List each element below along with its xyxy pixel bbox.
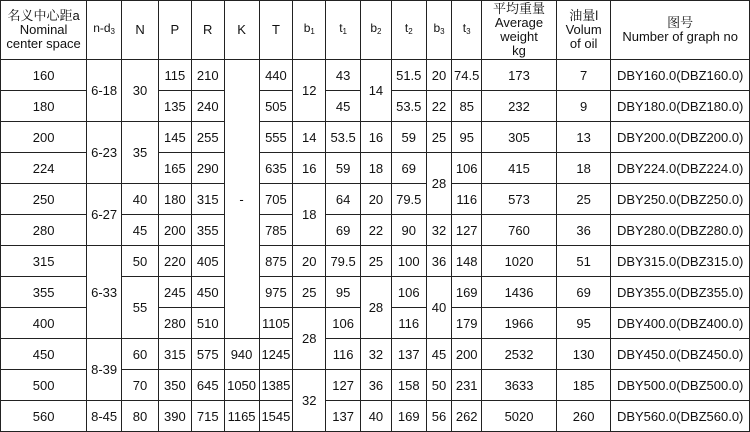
header-text: Nominal <box>19 22 68 37</box>
cell-t: 1545 <box>259 401 293 432</box>
cell-b2: 25 <box>361 246 392 277</box>
cell-weight: 2532 <box>482 339 557 370</box>
cell-b3: 36 <box>426 246 452 277</box>
header-b2 <box>361 1 392 60</box>
cell-n: 30 <box>122 60 159 122</box>
cell-t1: 64 <box>326 184 361 215</box>
cell-t1: 45 <box>326 91 361 122</box>
header-text: 名义中心距a <box>7 8 80 23</box>
cell-t: 785 <box>259 215 293 246</box>
cell-t1: 79.5 <box>326 246 361 277</box>
cell-t2: 137 <box>391 339 426 370</box>
cell-weight: 1436 <box>482 277 557 308</box>
cell-a: 500 <box>1 370 87 401</box>
table-body <box>1 60 750 432</box>
cell-a: 355 <box>1 277 87 308</box>
cell-nd3: 8-39 <box>87 339 122 401</box>
cell-r: 405 <box>191 246 224 277</box>
cell-t1: 43 <box>326 60 361 91</box>
header-p: P <box>158 1 191 60</box>
cell-t2: 158 <box>391 370 426 401</box>
cell-n: 35 <box>122 122 159 184</box>
cell-k: 940 <box>224 339 259 370</box>
cell-p: 115 <box>158 60 191 91</box>
cell-n: 80 <box>122 401 159 432</box>
header-text: kg <box>512 43 526 58</box>
cell-t2: 106 <box>391 277 426 308</box>
cell-b1: 16 <box>293 153 326 184</box>
cell-t: 975 <box>259 277 293 308</box>
cell-graph: DBY315.0(DBZ315.0) <box>611 246 750 277</box>
cell-b3: 56 <box>426 401 452 432</box>
cell-t: 1105 <box>259 308 293 339</box>
cell-t: 505 <box>259 91 293 122</box>
cell-r: 715 <box>191 401 224 432</box>
cell-t2: 169 <box>391 401 426 432</box>
cell-b1: 14 <box>293 122 326 153</box>
table-row <box>1 60 750 91</box>
header-graph-number <box>611 1 750 60</box>
cell-b1: 32 <box>293 370 326 432</box>
cell-k: 1050 <box>224 370 259 401</box>
cell-b2: 36 <box>361 370 392 401</box>
cell-weight: 1020 <box>482 246 557 277</box>
header-b1 <box>293 1 326 60</box>
header-text: weight <box>500 29 538 44</box>
cell-graph: DBY355.0(DBZ355.0) <box>611 277 750 308</box>
table-row <box>1 246 750 277</box>
cell-b1: 28 <box>293 308 326 370</box>
cell-b2: 18 <box>361 153 392 184</box>
cell-p: 165 <box>158 153 191 184</box>
cell-oil: 95 <box>556 308 610 339</box>
header-text: 平均重量 <box>493 1 546 16</box>
table-row <box>1 339 750 370</box>
header-text: of oil <box>569 36 598 51</box>
cell-t: 705 <box>259 184 293 215</box>
cell-n: 50 <box>122 246 159 277</box>
cell-weight: 305 <box>482 122 557 153</box>
cell-t3: 74.5 <box>452 60 482 91</box>
cell-graph: DBY200.0(DBZ200.0) <box>611 122 750 153</box>
cell-t3: 200 <box>452 339 482 370</box>
cell-a: 280 <box>1 215 87 246</box>
cell-p: 245 <box>158 277 191 308</box>
cell-t1: 137 <box>326 401 361 432</box>
cell-t3: 106 <box>452 153 482 184</box>
cell-graph: DBY224.0(DBZ224.0) <box>611 153 750 184</box>
cell-t: 1385 <box>259 370 293 401</box>
cell-b3: 40 <box>426 277 452 339</box>
cell-a: 400 <box>1 308 87 339</box>
cell-graph: DBY180.0(DBZ180.0) <box>611 91 750 122</box>
cell-oil: 260 <box>556 401 610 432</box>
cell-t3: 179 <box>452 308 482 339</box>
cell-graph: DBY160.0(DBZ160.0) <box>611 60 750 91</box>
cell-t2: 90 <box>391 215 426 246</box>
cell-p: 280 <box>158 308 191 339</box>
cell-weight: 173 <box>482 60 557 91</box>
cell-k: 1165 <box>224 401 259 432</box>
cell-r: 645 <box>191 370 224 401</box>
cell-t2: 116 <box>391 308 426 339</box>
header-weight <box>482 1 557 60</box>
cell-b3: 25 <box>426 122 452 153</box>
header-subscript: 3 <box>440 27 445 36</box>
cell-oil: 7 <box>556 60 610 91</box>
cell-r: 240 <box>191 91 224 122</box>
cell-a: 315 <box>1 246 87 277</box>
cell-n: 40 <box>122 184 159 215</box>
cell-t1: 127 <box>326 370 361 401</box>
cell-b3: 28 <box>426 153 452 215</box>
cell-oil: 9 <box>556 91 610 122</box>
header-row <box>1 1 750 60</box>
cell-a: 180 <box>1 91 87 122</box>
cell-b1: 18 <box>293 184 326 246</box>
cell-graph: DBY250.0(DBZ250.0) <box>611 184 750 215</box>
table-row <box>1 401 750 432</box>
table-row <box>1 122 750 153</box>
cell-n: 55 <box>122 277 159 339</box>
table-row <box>1 184 750 215</box>
cell-nd3: 6-27 <box>87 184 122 246</box>
cell-n: 45 <box>122 215 159 246</box>
cell-k: - <box>224 60 259 339</box>
cell-p: 315 <box>158 339 191 370</box>
cell-a: 250 <box>1 184 87 215</box>
cell-t2: 53.5 <box>391 91 426 122</box>
cell-a: 450 <box>1 339 87 370</box>
cell-p: 145 <box>158 122 191 153</box>
cell-oil: 130 <box>556 339 610 370</box>
cell-weight: 3633 <box>482 370 557 401</box>
cell-t1: 69 <box>326 215 361 246</box>
cell-oil: 69 <box>556 277 610 308</box>
cell-r: 575 <box>191 339 224 370</box>
cell-p: 135 <box>158 91 191 122</box>
cell-b3: 22 <box>426 91 452 122</box>
cell-b3: 32 <box>426 215 452 246</box>
cell-r: 290 <box>191 153 224 184</box>
cell-b2: 20 <box>361 184 392 215</box>
cell-t3: 116 <box>452 184 482 215</box>
header-t: T <box>259 1 293 60</box>
cell-p: 180 <box>158 184 191 215</box>
header-subscript: 2 <box>377 27 382 36</box>
header-text: 油量l <box>569 8 599 23</box>
cell-b2: 40 <box>361 401 392 432</box>
cell-b2: 22 <box>361 215 392 246</box>
header-t1 <box>326 1 361 60</box>
cell-weight: 1966 <box>482 308 557 339</box>
header-text: t <box>462 21 467 35</box>
table-header <box>1 1 750 60</box>
header-text: Volum <box>565 22 602 37</box>
cell-weight: 573 <box>482 184 557 215</box>
cell-t3: 85 <box>452 91 482 122</box>
header-k: K <box>224 1 259 60</box>
cell-n: 60 <box>122 339 159 370</box>
cell-b3: 50 <box>426 370 452 401</box>
cell-r: 510 <box>191 308 224 339</box>
cell-t1: 95 <box>326 277 361 308</box>
cell-weight: 760 <box>482 215 557 246</box>
header-t2 <box>391 1 426 60</box>
cell-p: 200 <box>158 215 191 246</box>
cell-oil: 13 <box>556 122 610 153</box>
cell-b2: 28 <box>361 277 392 339</box>
cell-b1: 25 <box>293 277 326 308</box>
header-text: b <box>433 21 441 35</box>
cell-a: 200 <box>1 122 87 153</box>
cell-t: 440 <box>259 60 293 91</box>
cell-weight: 232 <box>482 91 557 122</box>
cell-t2: 79.5 <box>391 184 426 215</box>
cell-r: 315 <box>191 184 224 215</box>
cell-t1: 116 <box>326 339 361 370</box>
cell-t2: 69 <box>391 153 426 184</box>
cell-graph: DBY560.0(DBZ560.0) <box>611 401 750 432</box>
header-subscript: 2 <box>408 27 413 36</box>
header-text: Average <box>494 15 544 30</box>
cell-t: 1245 <box>259 339 293 370</box>
header-text: center space <box>6 36 81 51</box>
header-text: b <box>303 21 311 35</box>
cell-t: 555 <box>259 122 293 153</box>
cell-b1: 20 <box>293 246 326 277</box>
cell-graph: DBY400.0(DBZ400.0) <box>611 308 750 339</box>
cell-t3: 95 <box>452 122 482 153</box>
cell-nd3: 8-45 <box>87 401 122 432</box>
cell-t3: 127 <box>452 215 482 246</box>
cell-nd3: 6-23 <box>87 122 122 184</box>
cell-p: 350 <box>158 370 191 401</box>
header-nominal-center <box>1 1 87 60</box>
cell-weight: 415 <box>482 153 557 184</box>
header-text: n-d <box>93 21 111 35</box>
cell-b2: 14 <box>361 60 392 122</box>
header-text: 图号 <box>667 15 694 30</box>
header-subscript: 3 <box>466 27 471 36</box>
cell-r: 210 <box>191 60 224 91</box>
header-subscript: 1 <box>342 27 347 36</box>
cell-t2: 51.5 <box>391 60 426 91</box>
cell-t3: 169 <box>452 277 482 308</box>
cell-nd3: 6-33 <box>87 246 122 339</box>
cell-r: 450 <box>191 277 224 308</box>
header-n: N <box>122 1 159 60</box>
header-text: Number of graph no <box>622 29 738 44</box>
cell-t: 875 <box>259 246 293 277</box>
cell-r: 255 <box>191 122 224 153</box>
cell-b1: 12 <box>293 60 326 122</box>
cell-t1: 106 <box>326 308 361 339</box>
header-text: b <box>370 21 378 35</box>
cell-t3: 231 <box>452 370 482 401</box>
cell-r: 355 <box>191 215 224 246</box>
cell-oil: 51 <box>556 246 610 277</box>
cell-b3: 45 <box>426 339 452 370</box>
cell-t2: 100 <box>391 246 426 277</box>
cell-nd3: 6-18 <box>87 60 122 122</box>
cell-graph: DBY450.0(DBZ450.0) <box>611 339 750 370</box>
cell-a: 224 <box>1 153 87 184</box>
cell-oil: 185 <box>556 370 610 401</box>
header-oil <box>556 1 610 60</box>
cell-b3: 20 <box>426 60 452 91</box>
cell-p: 390 <box>158 401 191 432</box>
header-nd3 <box>87 1 122 60</box>
cell-b2: 16 <box>361 122 392 153</box>
header-text: t <box>404 21 409 35</box>
cell-p: 220 <box>158 246 191 277</box>
header-t3 <box>452 1 482 60</box>
header-subscript: 1 <box>310 27 315 36</box>
cell-t1: 53.5 <box>326 122 361 153</box>
cell-b2: 32 <box>361 339 392 370</box>
header-subscript: 3 <box>110 27 115 36</box>
cell-oil: 36 <box>556 215 610 246</box>
header-text: t <box>339 21 343 35</box>
cell-a: 560 <box>1 401 87 432</box>
cell-graph: DBY280.0(DBZ280.0) <box>611 215 750 246</box>
cell-t: 635 <box>259 153 293 184</box>
cell-t1: 59 <box>326 153 361 184</box>
header-r: R <box>191 1 224 60</box>
cell-n: 70 <box>122 370 159 401</box>
cell-graph: DBY500.0(DBZ500.0) <box>611 370 750 401</box>
cell-weight: 5020 <box>482 401 557 432</box>
cell-a: 160 <box>1 60 87 91</box>
cell-t3: 148 <box>452 246 482 277</box>
cell-t3: 262 <box>452 401 482 432</box>
cell-oil: 18 <box>556 153 610 184</box>
cell-t2: 59 <box>391 122 426 153</box>
header-b3 <box>426 1 452 60</box>
cell-oil: 25 <box>556 184 610 215</box>
